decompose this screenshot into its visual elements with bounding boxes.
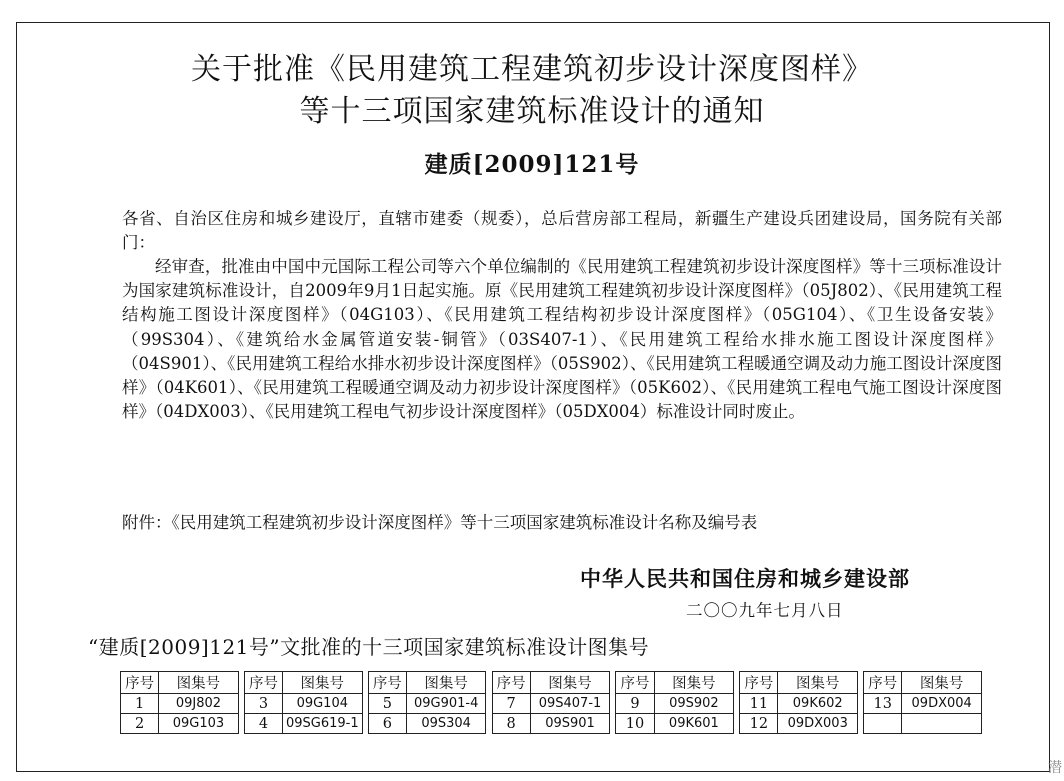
- header-code: 图集号: [778, 672, 857, 694]
- header-index: 序号: [244, 672, 282, 694]
- cell-index: 5: [368, 694, 406, 714]
- header-index: 序号: [864, 672, 902, 694]
- corner-mark: 潜: [1048, 760, 1062, 776]
- header-index: 序号: [740, 672, 778, 694]
- cell-index: 11: [740, 694, 778, 714]
- cell-index: 8: [492, 714, 530, 734]
- cell-atlas-code: 09K602: [778, 694, 857, 714]
- cell-atlas-code: 09S901: [530, 714, 609, 734]
- header-code: 图集号: [406, 672, 485, 694]
- header-index: 序号: [492, 672, 530, 694]
- cell-index: 2: [121, 714, 159, 734]
- document-number: 建质[2009]121号: [424, 151, 640, 178]
- issuing-authority: 中华人民共和国住房和城乡建设部: [580, 567, 910, 591]
- attachment-note: 附件：《民用建筑工程建筑初步设计深度图样》等十三项国家建筑标准设计名称及编号表: [122, 513, 758, 532]
- header-code: 图集号: [530, 672, 609, 694]
- cell-index: 10: [616, 714, 654, 734]
- cell-atlas-code: 09S902: [654, 694, 733, 714]
- header-index: 序号: [368, 672, 406, 694]
- cell-atlas-code: 09S304: [406, 714, 485, 734]
- cell-atlas-code: 09G104: [283, 694, 362, 714]
- atlas-number-table: [120, 671, 982, 734]
- cell-index: 9: [616, 694, 654, 714]
- header-code: 图集号: [902, 672, 982, 694]
- cell-atlas-code: 09SG619-1: [283, 714, 362, 734]
- cell-atlas-code: 09K601: [654, 714, 733, 734]
- table-caption: “建质[2009]121号”文批准的十三项国家建筑标准设计图集号: [88, 635, 650, 659]
- notice-title-line-2: 等十三项国家建筑标准设计的通知: [299, 94, 765, 129]
- cell-index: 7: [492, 694, 530, 714]
- cell-atlas-code: 09J802: [159, 694, 238, 714]
- cell-atlas-code: [902, 714, 982, 734]
- notice-title-line-1: 关于批准《民用建筑工程建筑初步设计深度图样》: [191, 52, 873, 87]
- cell-atlas-code: 09G901-4: [406, 694, 485, 714]
- issue-date: 二〇〇九年七月八日: [686, 601, 844, 620]
- cell-atlas-code: 09G103: [159, 714, 238, 734]
- cell-atlas-code: 09S407-1: [530, 694, 609, 714]
- notice-paragraph: 经审查，批准由中国中元国际工程公司等六个单位编制的《民用建筑工程建筑初步设计深度图样》等十三项标准设计为国家建筑标准设计，自2009年9月1日起实施。原《民用建筑工程建筑初步设计深度图样》（05J802）、《民用建筑工程结构施工图设计深度图样》（04G103）、《民用建筑工程结构初步设计深度图样》（05G104）、《卫生设备安装》（99S304）、《建筑给水金属管道安装-铜管》（03S407-1）、《民用建筑工程给水排水施工图设计深度图样》（04S901）、《民用建筑工程给水排水初步设计深度图样》（05S902）、《民用建筑工程暖通空调及动力施工图设计深度图样》（04K601）、《民用建筑工程暖通空调及动力初步设计深度图样》（05K602）、《民用建筑工程电气施工图设计深度图样》（04DX003）、《民用建筑工程电气初步设计深度图样》（05DX004）标准设计同时废止。: [122, 257, 1002, 422]
- cell-index: 1: [121, 694, 159, 714]
- header-code: 图集号: [283, 672, 362, 694]
- cell-index: [864, 714, 902, 734]
- table-header-row: [121, 672, 982, 694]
- header-code: 图集号: [159, 672, 238, 694]
- header-code: 图集号: [654, 672, 733, 694]
- cell-index: 12: [740, 714, 778, 734]
- cell-index: 13: [864, 694, 902, 714]
- cell-atlas-code: 09DX004: [902, 694, 982, 714]
- addressee: 各省、自治区住房和城乡建设厅，直辖市建委（规委），总后营房部工程局，新疆生产建设兵团建设局，国务院有关部门：: [122, 209, 1002, 253]
- cell-atlas-code: 09DX003: [778, 714, 857, 734]
- header-index: 序号: [616, 672, 654, 694]
- table-row: [121, 714, 982, 734]
- cell-index: 3: [244, 694, 282, 714]
- cell-index: 4: [244, 714, 282, 734]
- table-row: [121, 694, 982, 714]
- cell-index: 6: [368, 714, 406, 734]
- header-index: 序号: [121, 672, 159, 694]
